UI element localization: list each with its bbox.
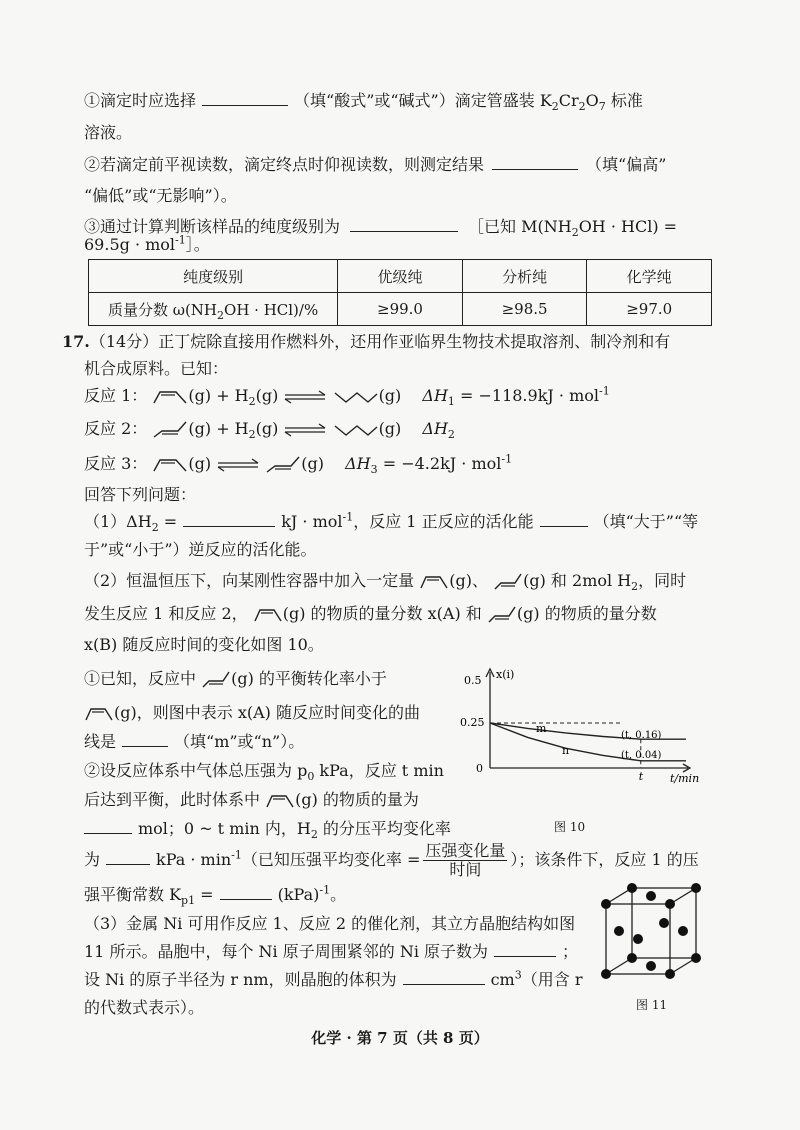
equilibrium-arrow-icon [216, 457, 260, 473]
y-axis-label: x(i) [496, 668, 515, 681]
answer-blank-kp[interactable] [220, 881, 272, 900]
table-cell-label: 质量分数 $\omega(NH_2OH \cdot HCl)/\%$ [89, 293, 338, 326]
butane-structure-icon [333, 420, 379, 440]
equilibrium-arrow-icon [283, 389, 327, 405]
q16-line1: ①滴定时应选择 （填“酸式”或“碱式”）滴定管盛装 $K_2Cr_2O_7$ 标准 [84, 86, 714, 116]
q17-part1-line2: 于”或“小于”）逆反应的活化能。 [84, 540, 317, 559]
answer-blank-coordination[interactable] [494, 938, 556, 957]
rate-fraction: $\frac{\text{压强变化量}}{\text{时间}}$ [425, 841, 506, 879]
q17-sub2-line3: mol；0 ~ t min 内，$H_2$ 的分压平均变化率 [84, 814, 464, 844]
reaction-2: 反应 2： $(g) + H_2(g)$ (g) $\Delta H_2$ [84, 419, 455, 442]
q17-sub2-line1: ②设反应体系中气体总压强为 $p_0$ kPa，反应 t min [84, 761, 444, 784]
reaction-3: 反应 3： (g) (g) $\Delta H_3 = -4.2kJ \cdot mol^{-1}$ [84, 452, 513, 477]
q17-intro-line1: 17.（14分）正丁烷除直接用作燃料外，还用作亚临界生物技术提取溶剂、制冷剂和有 [62, 332, 671, 351]
q17-sub1-line1: ①已知，反应中 (g) 的平衡转化率小于 [84, 664, 464, 694]
table-row [89, 293, 712, 326]
q17-part3-line4: 的代数式表示）。 [84, 998, 205, 1017]
but-2-ene-structure-icon [265, 454, 301, 476]
but-2-ene-structure-icon [487, 604, 517, 626]
q16-line3: ②若滴定前平视读数，滴定终点时仰视读数，则测定结果 （填“偏高” [84, 150, 714, 180]
answer-blank-activation[interactable] [540, 508, 588, 527]
but-2-ene-structure-icon [493, 571, 523, 593]
figure-11-crystal-cell [596, 880, 712, 992]
answer-blank-curve[interactable] [122, 728, 168, 747]
answer-blank-dh2[interactable] [183, 508, 275, 527]
answer-blank-1[interactable] [202, 87, 288, 106]
answer-blank-volume[interactable] [403, 966, 485, 985]
q16-line4: “偏低”或“无影响”）。 [84, 186, 237, 205]
q17-sub2-line5: 强平衡常数 $K_{p1} = (kPa)^{-1}$。 [84, 880, 714, 910]
q17-part3-line1: （3）金属 Ni 可用作反应 1、反应 2 的催化剂，其立方晶胞结构如图 [84, 914, 576, 933]
table-header: 分析纯 [462, 260, 587, 293]
but-2-ene-structure-icon [152, 419, 188, 441]
question-number: 17. [62, 332, 90, 351]
q17-sub1-line3: 线是 （填“m”或“n”）。 [84, 727, 464, 757]
curve-label-n: n [562, 744, 570, 757]
answer-blank-mol[interactable] [84, 815, 132, 834]
purity-table [88, 259, 712, 326]
page-footer: 化学 · 第 7 页（共 8 页） [311, 1029, 489, 1047]
q16-line5: ③通过计算判断该样品的纯度级别为 ［已知 $M(NH_2OH \cdot HCl)$ = [84, 212, 714, 242]
q17-sub2-line4: 为 kPa · $\min^{-1}$（已知压强平均变化率 = $\frac{\text{压强变化量}}{\text{时间}}$ ）；该条件下，反应 1 的压 [84, 841, 699, 879]
q17-sub2-line2: 后达到平衡，此时体系中 (g) 的物质的量为 [84, 790, 419, 809]
but-1-ene-structure-icon [253, 605, 283, 625]
answer-blank-2[interactable] [492, 151, 578, 170]
but-2-ene-structure-icon [201, 669, 231, 691]
q17-part3-line3: 设 Ni 的原子半径为 r nm，则晶胞的体积为 $cm^3$（用含 r [84, 965, 604, 995]
curve-label-m: m [536, 722, 547, 735]
q17-part1-line1: $(1)\Delta H_2$ = kJ · mol$^{-1}$，反应 1 正反应的活化能 （填“大于”“等 [84, 507, 714, 537]
but-1-ene-structure-icon [265, 791, 295, 811]
table-header: 化学纯 [587, 260, 712, 293]
figure-10-caption: 图 10 [554, 820, 586, 834]
q17-sub1-line2: (g)，则图中表示 x(A) 随反应时间变化的曲 [84, 698, 464, 728]
figure-10-chart [456, 664, 706, 814]
figure-11-caption: 图 11 [636, 998, 668, 1012]
point-label-m: (t, 0.16) [621, 730, 662, 741]
reaction-1: 反应 1： $(g) + H_2(g)$ (g) $\Delta H_1 = -118.9kJ \cdot mol^{-1}$ [84, 384, 610, 409]
equilibrium-arrow-icon [283, 422, 327, 438]
table-cell: ≥99.0 [338, 293, 463, 326]
table-header-row [89, 260, 712, 293]
but-1-ene-structure-icon [152, 387, 188, 407]
x-tick-label: t [638, 770, 644, 783]
answer-blank-rate[interactable] [106, 846, 150, 865]
q17-part3-line2: 11 所示。晶胞中，每个 Ni 原子周围紧邻的 Ni 原子数为 ； [84, 937, 604, 967]
q17-intro-line2: 机合成原料。已知： [84, 359, 229, 378]
table-cell: ≥98.5 [462, 293, 587, 326]
q17-part2-line3: x(B) 随反应时间的变化如图 10。 [84, 635, 324, 654]
y-tick-label: 0.5 [464, 674, 482, 687]
but-1-ene-structure-icon [419, 572, 449, 592]
x-axis-label: t/min [670, 772, 700, 785]
but-1-ene-structure-icon [84, 704, 114, 724]
but-1-ene-structure-icon [152, 455, 188, 475]
butane-structure-icon [333, 387, 379, 407]
point-label-n: (t, 0.04) [621, 750, 662, 761]
table-header: 优级纯 [338, 260, 463, 293]
q16-line2: 溶液。 [84, 123, 133, 142]
q17-part2-line2: 发生反应 1 和反应 2， (g) 的物质的量分数 x(A) 和 (g) 的物质的量分数 [84, 599, 714, 629]
answer-prompt: 回答下列问题： [84, 485, 197, 504]
q16-line6: 69.5g · mol$^{-1}$］。 [84, 233, 210, 254]
y-tick-label: 0.25 [460, 716, 485, 729]
q17-part2-line1: （2）恒温恒压下，向某刚性容器中加入一定量 (g)、 (g) 和 2mol $H_2$，同时 [84, 571, 687, 594]
y-tick-label: 0 [476, 762, 483, 775]
table-cell: ≥97.0 [587, 293, 712, 326]
table-header: 纯度级别 [89, 260, 338, 293]
